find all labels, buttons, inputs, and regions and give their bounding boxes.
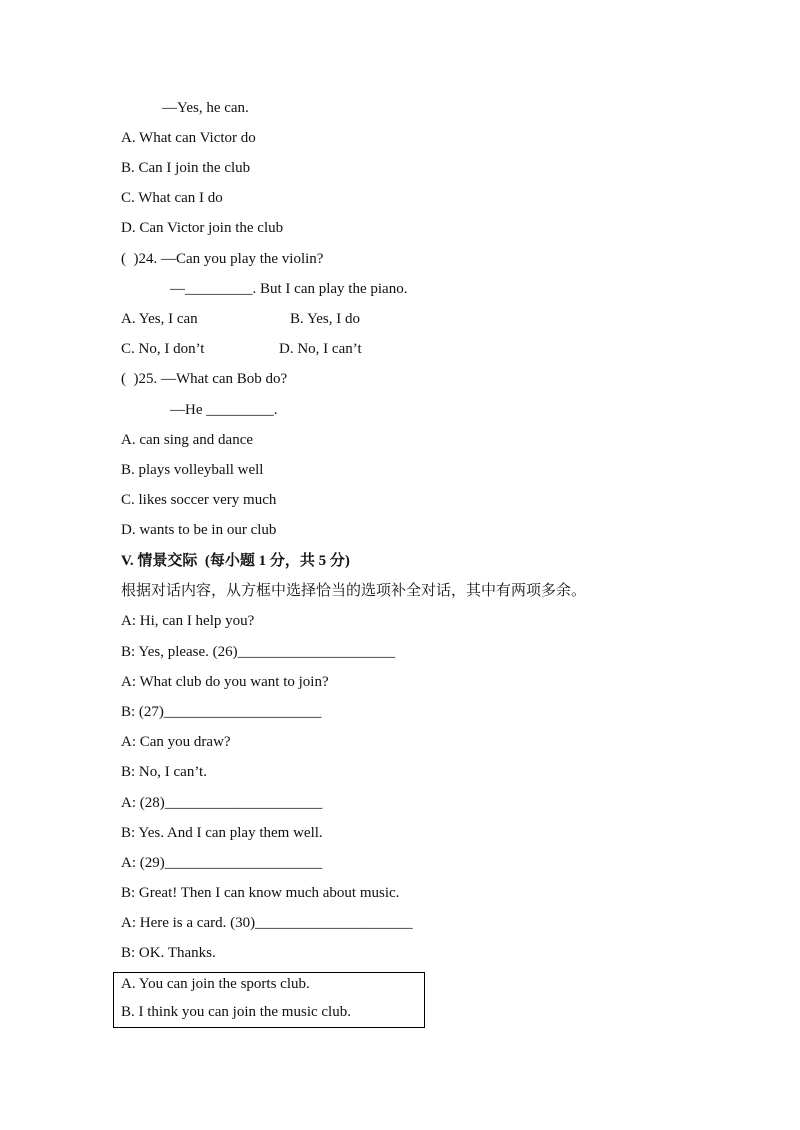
q24-option-c: C. No, I don’t xyxy=(121,341,205,357)
q23-answer-line: —Yes, he can. xyxy=(162,100,249,116)
q24-option-d: D. No, I can’t xyxy=(279,341,362,357)
dialogue-line: B: Yes. And I can play them well. xyxy=(121,825,323,841)
dialogue-line: A: (29)_____________________ xyxy=(121,855,323,871)
dialogue-line: B: No, I can’t. xyxy=(121,764,207,780)
q25-option-a: A. can sing and dance xyxy=(121,432,254,448)
q25-option-b: B. plays volleyball well xyxy=(121,462,264,478)
box-option-b: B. I think you can join the music club. xyxy=(121,1004,351,1020)
q23-option-b: B. Can I join the club xyxy=(121,160,251,176)
q24-option-b: B. Yes, I do xyxy=(290,311,361,327)
q25-option-c: C. likes soccer very much xyxy=(121,492,277,508)
box-option-a: A. You can join the sports club. xyxy=(121,976,310,992)
q24-question: ( )24. —Can you play the violin? xyxy=(121,251,324,267)
q23-option-c: C. What can I do xyxy=(121,190,223,206)
dialogue-line: B: Great! Then I can know much about music. xyxy=(121,885,400,901)
section-heading: V. 情景交际 (每小题 1 分，共 5 分) xyxy=(121,553,350,569)
q25-answer-line: —He _________. xyxy=(170,402,278,418)
dialogue-line: A: (28)_____________________ xyxy=(121,795,323,811)
q24-option-a: A. Yes, I can xyxy=(121,311,198,327)
dialogue-line: A: Can you draw? xyxy=(121,734,231,750)
q23-option-a: A. What can Victor do xyxy=(121,130,256,146)
options-box xyxy=(113,972,425,1028)
dialogue-line: B: OK. Thanks. xyxy=(121,945,216,961)
dialogue-line: A: What club do you want to join? xyxy=(121,674,329,690)
q23-option-d: D. Can Victor join the club xyxy=(121,220,284,236)
section-instruction: 根据对话内容，从方框中选择恰当的选项补全对话，其中有两项多余。 xyxy=(121,583,587,599)
q25-option-d: D. wants to be in our club xyxy=(121,522,277,538)
dialogue-line: B: (27)_____________________ xyxy=(121,704,322,720)
q25-question: ( )25. —What can Bob do? xyxy=(121,371,288,387)
q24-answer-line: —_________. But I can play the piano. xyxy=(170,281,408,297)
dialogue-line: A: Hi, can I help you? xyxy=(121,613,255,629)
dialogue-line: B: Yes, please. (26)_____________________ xyxy=(121,644,396,660)
dialogue-line: A: Here is a card. (30)_____________________ xyxy=(121,915,413,931)
